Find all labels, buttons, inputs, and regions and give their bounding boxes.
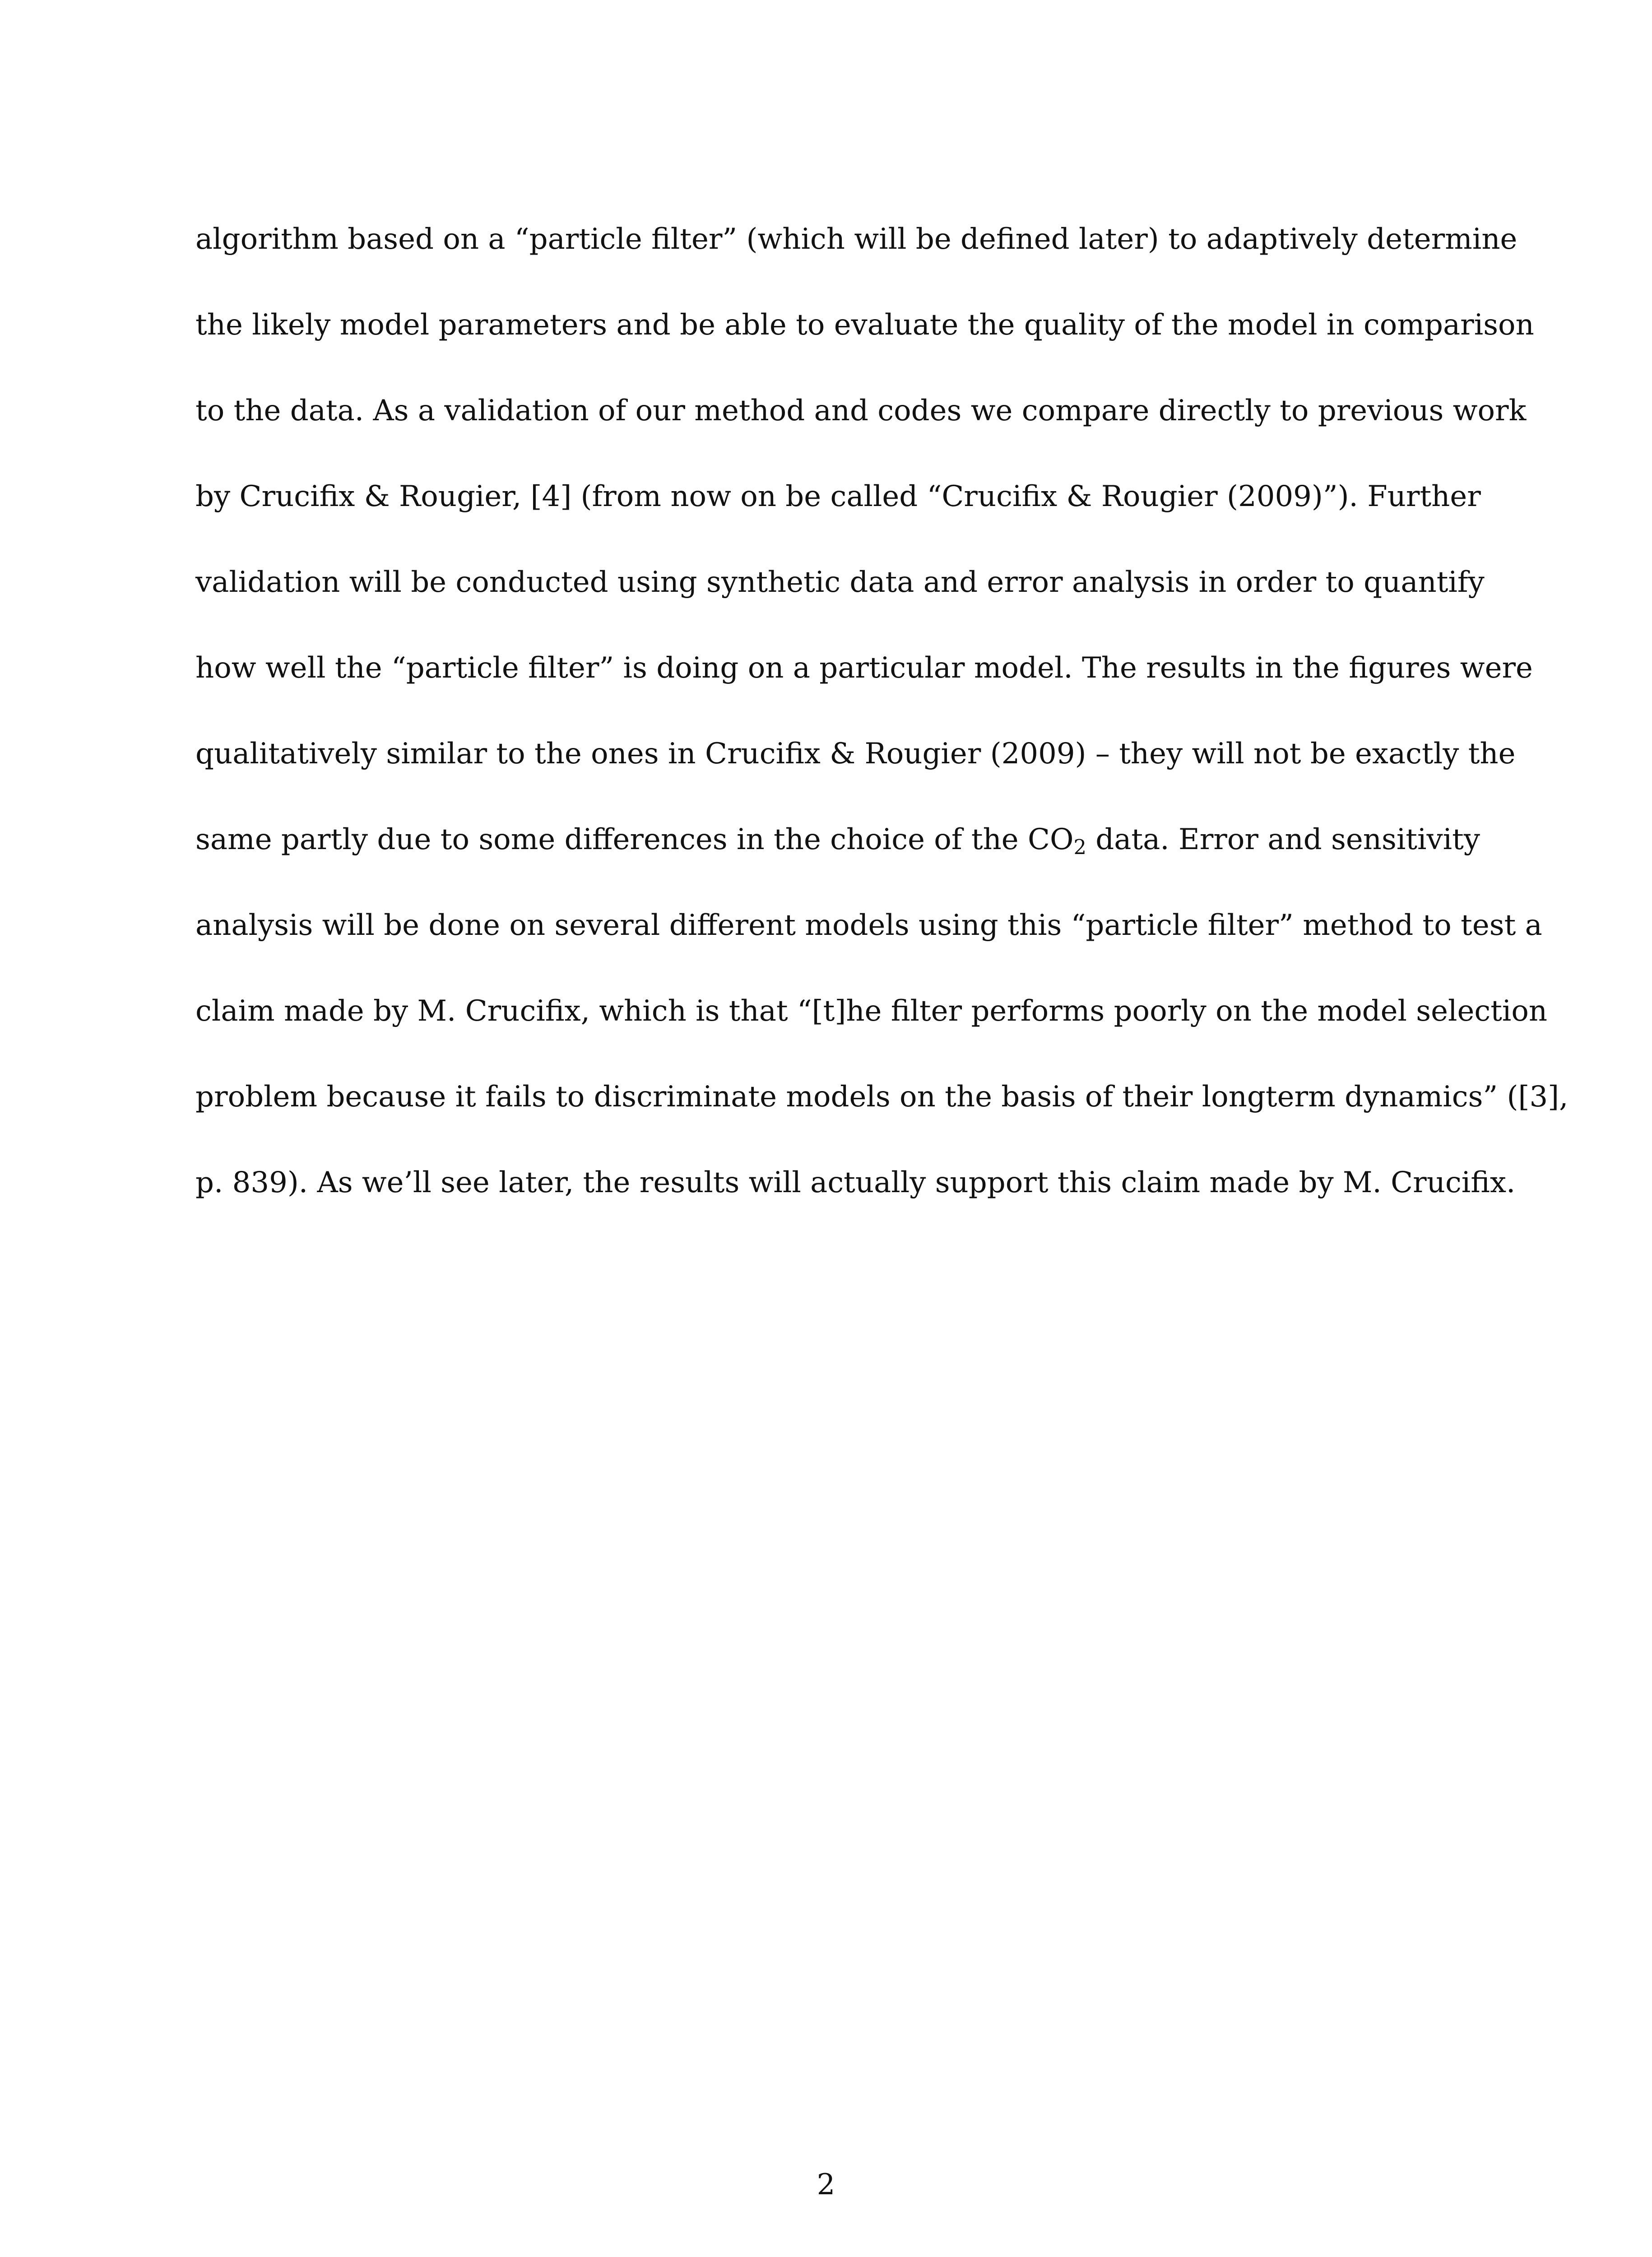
paragraph-line-8 — [195, 810, 1480, 896]
paragraph-line-7: qualitatively similar to the ones in Crucifix & Rougier (2009) – they will not be exactly the — [195, 737, 1516, 771]
paragraph-line-4: by Crucifix & Rougier, [4] (from now on be called “Crucifix & Rougier (2009)”). Further — [195, 480, 1481, 513]
paragraph-line-3: to the data. As a validation of our method and codes we compare directly to previous work — [195, 394, 1527, 427]
co2-text-after: data. Error and sensitivity — [1086, 823, 1480, 856]
paragraph-line-11: problem because it fails to discriminate models on the basis of their longterm dynamics” ([3], — [195, 1080, 1568, 1114]
paragraph-line-12: p. 839). As we’ll see later, the results will actually support this claim made by M. Crucifix. — [195, 1166, 1516, 1199]
page-number: 2 — [817, 2168, 835, 2201]
body-paragraph — [195, 210, 1568, 1239]
paragraph-line-2: the likely model parameters and be able to evaluate the quality of the model in comparison — [195, 308, 1534, 342]
paragraph-line-6: how well the “particle filter” is doing on a particular model. The results in the figures were — [195, 651, 1533, 685]
co2-subscript: 2 — [1073, 835, 1086, 859]
paragraph-line-1: algorithm based on a “particle filter” (which will be defined later) to adaptively determine — [195, 223, 1517, 256]
co2-text-before: same partly due to some differences in the choice of the CO — [195, 823, 1074, 856]
paragraph-line-9: analysis will be done on several different models using this “particle filter” method to test a — [195, 909, 1542, 942]
paragraph-line-10: claim made by M. Crucifix, which is that “[t]he filter performs poorly on the model selection — [195, 994, 1548, 1028]
paragraph-line-5: validation will be conducted using synthetic data and error analysis in order to quantify — [195, 566, 1485, 599]
